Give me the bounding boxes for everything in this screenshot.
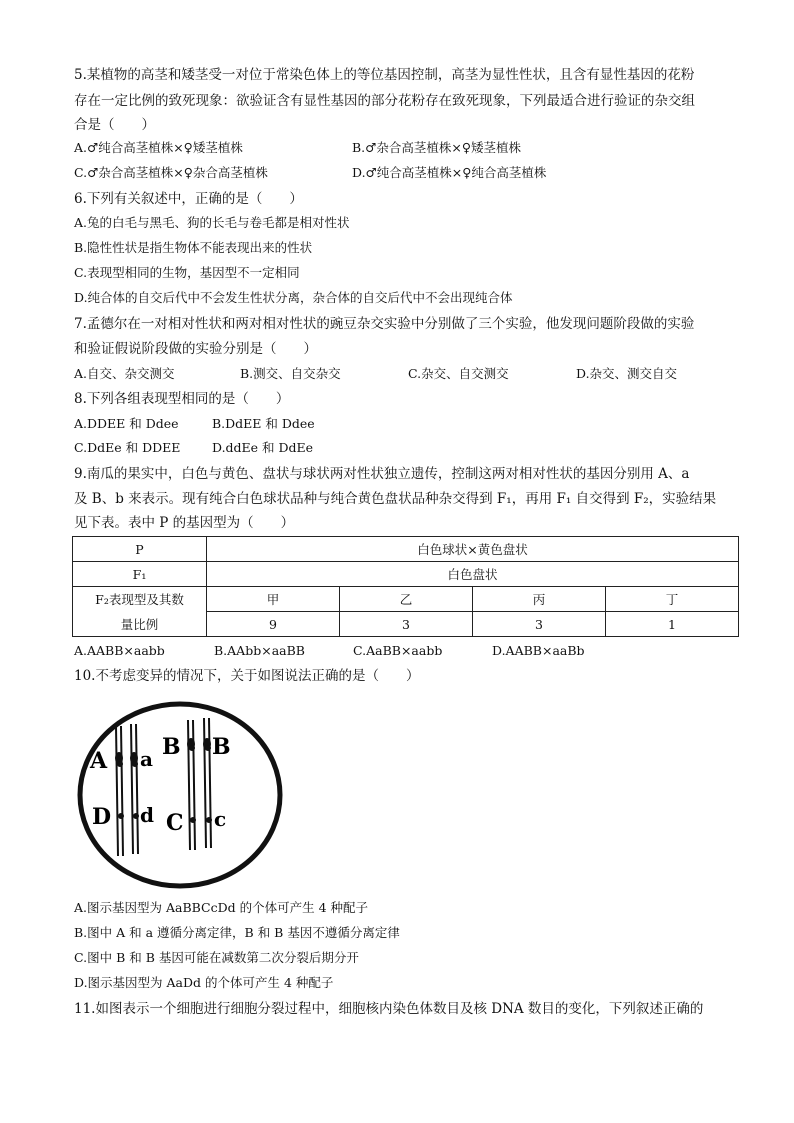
chromosome-line (116, 726, 118, 856)
gene-label-d: d (140, 803, 154, 827)
gene-label-C: C (166, 810, 184, 836)
gene-label-c: c (214, 807, 227, 831)
table-cell-p-value: 白色球状×黄色盘状 (207, 537, 739, 562)
gene-label-B-right: B (212, 734, 231, 760)
q7-option-a: A.自交、杂交测交 (74, 366, 175, 381)
gene-locus (132, 761, 138, 767)
q6-option-b: B.隐性性状是指生物体不能表现出来的性状 (74, 240, 313, 255)
q10-option-d: D.图示基因型为 AaDd 的个体可产生 4 种配子 (74, 975, 334, 990)
table-row (73, 612, 739, 637)
table-cell-f2-label-2: 量比例 (73, 612, 207, 637)
q5-option-a: A.♂纯合高茎植株×♀矮茎植株 (74, 140, 243, 155)
q7-stem-line-2: 和验证假说阶段做的实验分别是（ ） (74, 341, 317, 357)
gene-locus (190, 817, 196, 823)
q8-option-d: D.ddEe 和 DdEe (212, 440, 314, 455)
table-row (73, 587, 739, 612)
table-cell-phenotype: 丙 (473, 587, 606, 612)
gene-locus (118, 813, 124, 819)
table-cell-ratio: 1 (606, 612, 739, 637)
q9-option-b: B.AAbb×aaBB (214, 643, 305, 658)
chromosome-line (121, 726, 123, 856)
q7-stem-line-1: 7.孟德尔在一对相对性状和两对相对性状的豌豆杂交实验中分别做了三个实验，他发现问题阶段做的实验 (74, 316, 695, 332)
table-row (73, 537, 739, 562)
gene-label-a: a (140, 747, 153, 771)
chromosome-line (204, 718, 206, 848)
q8-option-c: C.DdEe 和 DDEE (74, 440, 181, 455)
q5-stem-line-3: 合是（ ） (74, 117, 155, 133)
q6-option-c: C.表现型相同的生物，基因型不一定相同 (74, 265, 300, 280)
gene-label-B-left: B (162, 734, 181, 760)
cell-membrane (80, 704, 280, 886)
q7-option-c: C.杂交、自交测交 (408, 366, 509, 381)
q6-option-a: A.兔的白毛与黑毛、狗的长毛与卷毛都是相对性状 (74, 215, 350, 230)
table-row (73, 562, 739, 587)
q10-option-a: A.图示基因型为 AaBBCcDd 的个体可产生 4 种配子 (74, 900, 369, 915)
q8-stem: 8.下列各组表现型相同的是（ ） (74, 391, 290, 407)
q7-option-b: B.测交、自交杂交 (240, 366, 341, 381)
gene-locus (189, 745, 195, 751)
q10-option-b: B.图中 A 和 a 遵循分离定律，B 和 B 基因不遵循分离定律 (74, 925, 400, 940)
q6-stem: 6.下列有关叙述中，正确的是（ ） (74, 191, 303, 207)
gene-locus (133, 813, 139, 819)
q9-option-c: C.AaBB×aabb (353, 643, 443, 658)
q5-option-d: D.♂纯合高茎植株×♀纯合高茎植株 (352, 165, 547, 180)
q9-option-a: A.AABB×aabb (74, 643, 165, 658)
q11-stem-line-1: 11.如图表示一个细胞进行细胞分裂过程中，细胞核内染色体数目及核 DNA 数目的变化，下列叙述正确的 (74, 1001, 704, 1017)
chromosome-line (209, 718, 211, 848)
q9-results-table (72, 536, 739, 637)
gene-label-A: A (90, 748, 108, 774)
table-cell-phenotype: 丁 (606, 587, 739, 612)
table-cell-f1-label: F₁ (73, 562, 207, 587)
table-cell-phenotype: 乙 (340, 587, 473, 612)
q5-option-b: B.♂杂合高茎植株×♀矮茎植株 (352, 140, 521, 155)
table-cell-f1-value: 白色盘状 (207, 562, 739, 587)
q10-stem: 10.不考虑变异的情况下，关于如图说法正确的是（ ） (74, 668, 420, 684)
table-cell-phenotype: 甲 (207, 587, 340, 612)
q5-stem-line-1: 5.某植物的高茎和矮茎受一对位于常染色体上的等位基因控制，高茎为显性性状，且含有显性基因的花粉 (74, 67, 695, 83)
table-cell-f2-label-1: F₂表现型及其数 (73, 587, 207, 612)
chromosome-line (131, 724, 133, 854)
q10-option-c: C.图中 B 和 B 基因可能在减数第二次分裂后期分开 (74, 950, 359, 965)
gene-label-D: D (92, 804, 112, 830)
chromosome-line (136, 724, 138, 854)
q5-option-c: C.♂杂合高茎植株×♀杂合高茎植株 (74, 165, 268, 180)
q8-option-a: A.DDEE 和 Ddee (74, 416, 179, 431)
table-cell-ratio: 9 (207, 612, 340, 637)
q5-stem-line-2: 存在一定比例的致死现象：欲验证含有显性基因的部分花粉存在致死现象，下列最适合进行验证的杂交组 (74, 93, 695, 109)
q9-stem-line-1: 9.南瓜的果实中，白色与黄色、盘状与球状两对性状独立遗传，控制这两对相对性状的基因分别用 A、a (74, 466, 690, 482)
gene-locus (117, 761, 123, 767)
q9-stem-line-2: 及 B、b 来表示。现有纯合白色球状品种与纯合黄色盘状品种杂交得到 F₁，再用 F₁ 自交得到 F₂，实验结果 (74, 491, 717, 507)
table-cell-p-label: P (73, 537, 207, 562)
q6-option-d: D.纯合体的自交后代中不会发生性状分离，杂合体的自交后代中不会出现纯合体 (74, 290, 513, 305)
q9-stem-line-3: 见下表。表中 P 的基因型为（ ） (74, 515, 295, 531)
q9-option-d: D.AABB×aaBb (492, 643, 585, 658)
table-cell-ratio: 3 (340, 612, 473, 637)
cell-chromosome-figure (76, 698, 286, 890)
q7-option-d: D.杂交、测交自交 (576, 366, 678, 381)
q8-option-b: B.DdEE 和 Ddee (212, 416, 315, 431)
gene-locus (205, 745, 211, 751)
gene-locus (206, 817, 212, 823)
table-cell-ratio: 3 (473, 612, 606, 637)
